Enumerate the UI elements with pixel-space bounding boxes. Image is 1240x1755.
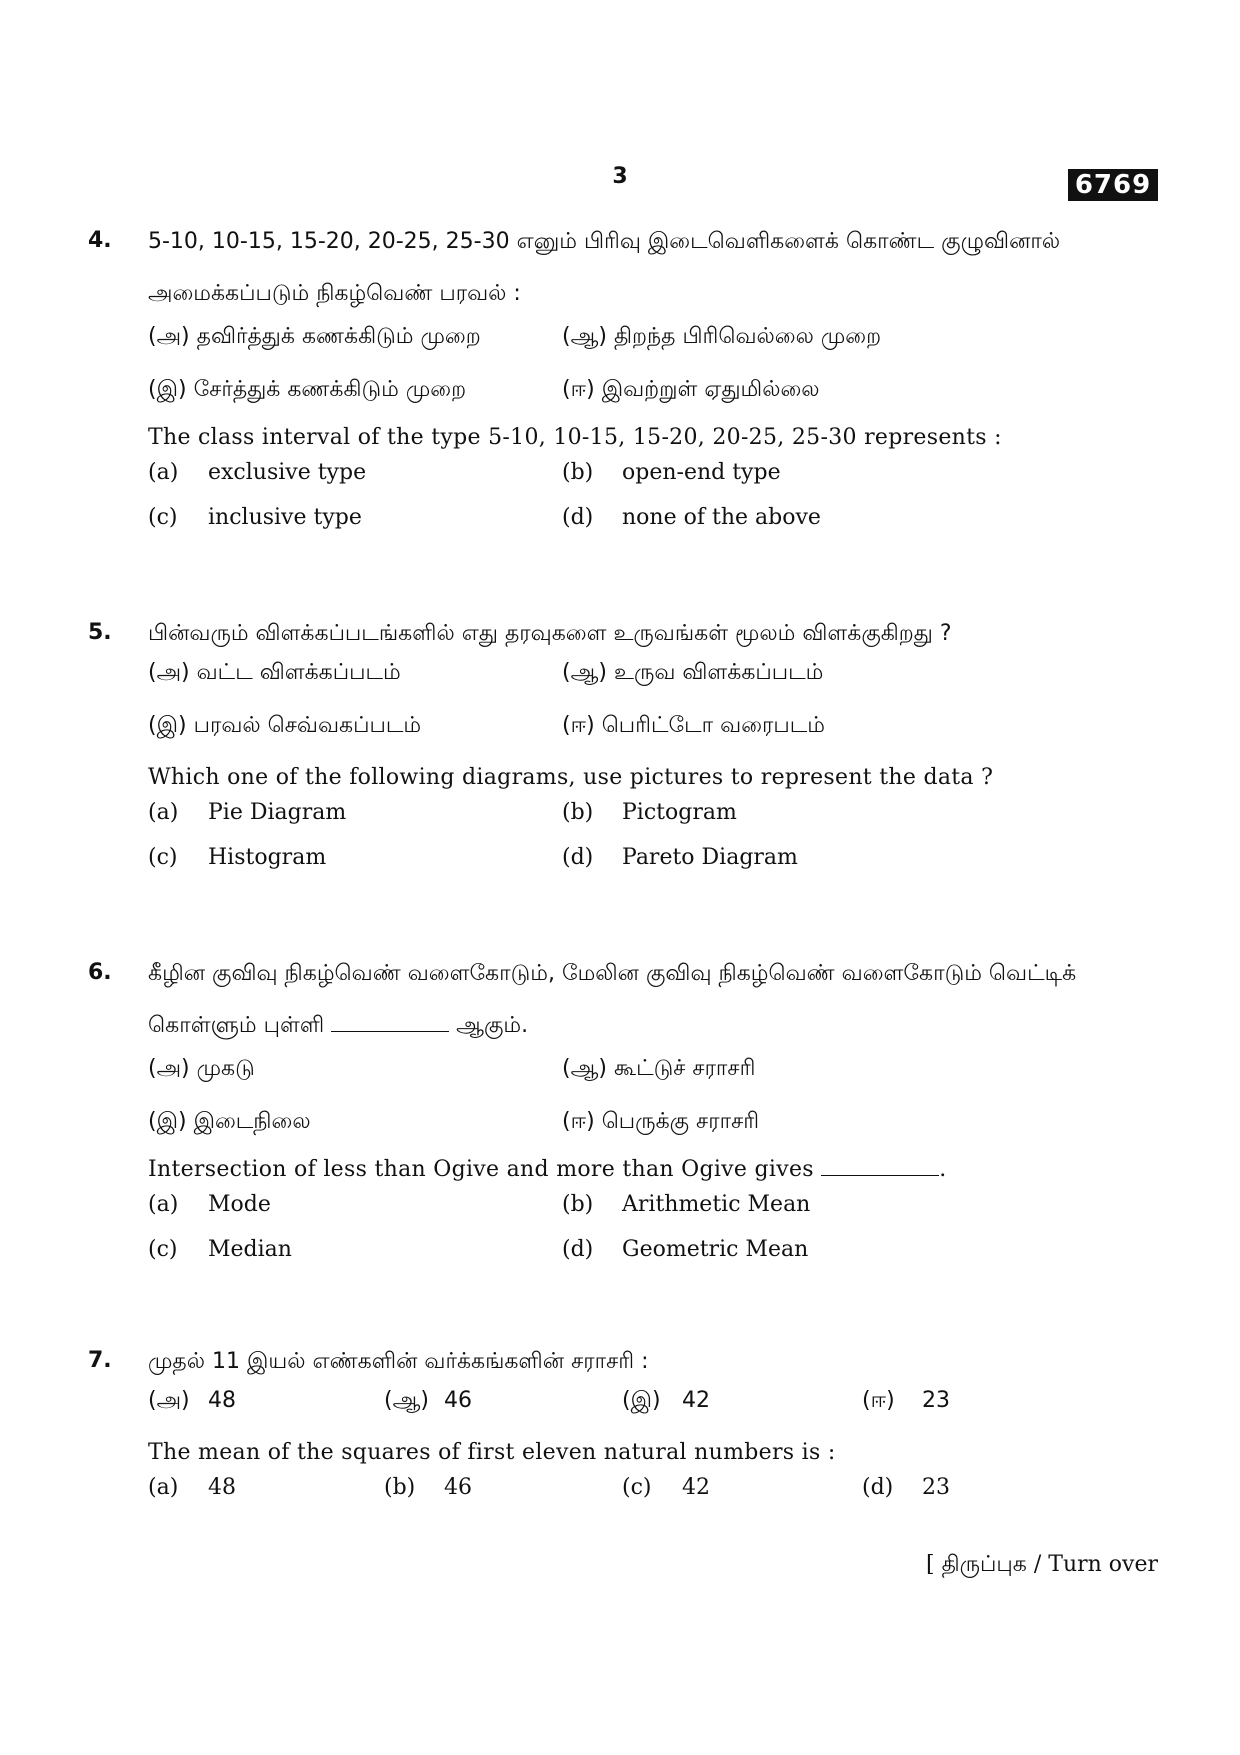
option xyxy=(384,1475,472,1500)
question-text-tamil: பின்வரும் விளக்கப்படங்களில் எது தரவுகளை உருவங்கள் மூலம் விளக்குகிறது ? xyxy=(148,621,952,646)
option xyxy=(148,713,421,741)
option-row xyxy=(148,460,1168,505)
question-text-english: The mean of the squares of first eleven natural numbers is : xyxy=(148,1440,836,1465)
option xyxy=(148,324,481,352)
question-number: 4. xyxy=(88,228,112,253)
option-row xyxy=(148,660,1168,713)
question-number: 5. xyxy=(88,620,112,645)
option-label: (ஈ) xyxy=(562,377,595,402)
option xyxy=(562,1109,759,1137)
option-label: (அ) xyxy=(148,324,190,349)
option-text: 46 xyxy=(444,1475,472,1500)
answer-blank xyxy=(331,1011,449,1032)
option-label: (d) xyxy=(562,1237,594,1262)
option-text: திறந்த பிரிவெல்லை முறை xyxy=(614,324,882,349)
option-row xyxy=(148,324,1168,377)
option-text: முகடு xyxy=(196,1056,255,1081)
option xyxy=(148,1056,255,1084)
option-text: Geometric Mean xyxy=(622,1237,809,1262)
option-label: (b) xyxy=(562,460,594,485)
option xyxy=(562,1237,808,1262)
option xyxy=(622,1388,710,1416)
option-row xyxy=(148,1475,1168,1520)
option-label: (c) xyxy=(148,1237,178,1262)
footer-separator: / xyxy=(1033,1552,1042,1577)
option xyxy=(384,1388,472,1416)
footer-tamil: திருப்புக xyxy=(941,1552,1027,1577)
option xyxy=(148,660,401,688)
option-text: தவிர்த்துக் கணக்கிடும் முறை xyxy=(196,324,481,349)
option-row xyxy=(148,713,1168,766)
question-number: 7. xyxy=(88,1348,112,1373)
option-text: பெருக்கு சராசரி xyxy=(601,1109,760,1134)
option-row xyxy=(148,1109,1168,1162)
option xyxy=(562,1192,810,1217)
option xyxy=(148,1388,236,1416)
option-text: வட்ட விளக்கப்படம் xyxy=(196,660,401,685)
option xyxy=(562,800,737,825)
option-text: Pareto Diagram xyxy=(622,845,798,870)
option xyxy=(148,1192,271,1217)
option-label: (ஆ) xyxy=(562,660,607,685)
option-label: (d) xyxy=(562,845,594,870)
option-text: இடைநிலை xyxy=(193,1109,311,1134)
option-label: (d) xyxy=(862,1475,894,1500)
option-label: (a) xyxy=(148,1475,179,1500)
option-text: Median xyxy=(208,1237,292,1262)
page-number: 3 xyxy=(612,164,628,189)
option xyxy=(562,845,798,870)
option xyxy=(562,660,823,688)
question-text-tamil xyxy=(148,948,1168,1052)
option-text: 42 xyxy=(682,1388,710,1413)
option-text: பெரிட்டோ வரைபடம் xyxy=(601,713,825,738)
paper-code-badge: 6769 xyxy=(1068,169,1158,201)
option xyxy=(148,1475,236,1500)
option-text: இவற்றுள் ஏதுமில்லை xyxy=(601,377,820,402)
option-label: (இ) xyxy=(622,1388,661,1413)
option-row xyxy=(148,1388,1168,1441)
option-text: 46 xyxy=(444,1388,472,1413)
option-row xyxy=(148,1056,1168,1109)
option-text: Mode xyxy=(208,1192,271,1217)
option-label: (ஈ) xyxy=(862,1388,895,1413)
question-text-tamil-part2: ஆகும். xyxy=(456,1013,529,1038)
option-text: Pictogram xyxy=(622,800,737,825)
option-row xyxy=(148,845,1168,890)
option-text: Histogram xyxy=(208,845,327,870)
option-text: Arithmetic Mean xyxy=(622,1192,811,1217)
footer-english: Turn over xyxy=(1048,1552,1158,1577)
option-text: 42 xyxy=(682,1475,710,1500)
option-row xyxy=(148,1237,1168,1282)
option-row xyxy=(148,505,1168,550)
option-label: (c) xyxy=(148,505,178,530)
option-label: (b) xyxy=(562,1192,594,1217)
option-label: (அ) xyxy=(148,660,190,685)
option-label: (b) xyxy=(562,800,594,825)
question-text-english-part1: Intersection of less than Ogive and more than Ogive gives xyxy=(148,1157,814,1182)
option xyxy=(862,1388,950,1416)
question-text-english-end: . xyxy=(939,1157,947,1182)
option-label: (b) xyxy=(384,1475,416,1500)
question-number: 6. xyxy=(88,960,112,985)
question-text-tamil: 5-10, 10-15, 15-20, 20-25, 25-30 எனும் பிரிவு இடைவெளிகளைக் கொண்ட குழுவினால் அமைக்கப்படும் நிகழ்வெண் பரவல் : xyxy=(148,229,1061,306)
question-text-english: Which one of the following diagrams, use pictures to represent the data ? xyxy=(148,765,994,790)
option-text: Pie Diagram xyxy=(208,800,347,825)
option-text: exclusive type xyxy=(208,460,367,485)
option xyxy=(562,324,881,352)
option-label: (ஈ) xyxy=(562,713,595,738)
option-label: (a) xyxy=(148,1192,179,1217)
option-label: (ஆ) xyxy=(562,1056,607,1081)
option-label: (c) xyxy=(622,1475,652,1500)
option-label: (c) xyxy=(148,845,178,870)
option xyxy=(148,845,326,870)
option xyxy=(562,505,821,530)
option xyxy=(148,1237,292,1262)
option xyxy=(148,800,346,825)
option-label: (ஈ) xyxy=(562,1109,595,1134)
option-text: 23 xyxy=(922,1475,950,1500)
option-text: inclusive type xyxy=(208,505,362,530)
option-row xyxy=(148,800,1168,845)
option-label: (d) xyxy=(562,505,594,530)
option-text: 48 xyxy=(208,1475,236,1500)
option-text: பரவல் செவ்வகப்படம் xyxy=(193,713,422,738)
option-label: (இ) xyxy=(148,713,187,738)
option xyxy=(148,1109,311,1137)
question-text-english: The class interval of the type 5-10, 10-15, 15-20, 20-25, 25-30 represents : xyxy=(148,425,1002,450)
option-text: 48 xyxy=(208,1388,236,1413)
option-label: (இ) xyxy=(148,377,187,402)
option-text: 23 xyxy=(922,1388,950,1413)
option xyxy=(862,1475,950,1500)
option-text: உருவ விளக்கப்படம் xyxy=(614,660,824,685)
option-row xyxy=(148,1192,1168,1237)
option xyxy=(148,505,362,530)
option-row xyxy=(148,377,1168,430)
option xyxy=(562,713,825,741)
option-text: none of the above xyxy=(622,505,821,530)
option-label: (ஆ) xyxy=(562,324,607,349)
option xyxy=(622,1475,710,1500)
question-text-tamil: முதல் 11 இயல் எண்களின் வர்க்கங்களின் சராசரி : xyxy=(148,1349,649,1374)
option-text: சேர்த்துக் கணக்கிடும் முறை xyxy=(193,377,467,402)
option xyxy=(148,377,466,405)
option-label: (அ) xyxy=(148,1388,190,1413)
option-text: கூட்டுச் சராசரி xyxy=(614,1056,756,1081)
option-label: (இ) xyxy=(148,1109,187,1134)
footer-bracket: [ xyxy=(926,1552,935,1577)
option-label: (a) xyxy=(148,460,179,485)
turn-over-note xyxy=(926,1552,1158,1580)
option-label: (ஆ) xyxy=(384,1388,429,1413)
option xyxy=(562,460,781,485)
option xyxy=(562,377,820,405)
option-text: open-end type xyxy=(622,460,781,485)
question-text-tamil-part1: கீழின குவிவு நிகழ்வெண் வளைகோடும், மேலின குவிவு நிகழ்வெண் வளைகோடும் வெட்டிக் கொள்ளும் புள்ளி xyxy=(148,961,1077,1038)
option-label: (அ) xyxy=(148,1056,190,1081)
option-label: (a) xyxy=(148,800,179,825)
option xyxy=(148,460,366,485)
option xyxy=(562,1056,755,1084)
